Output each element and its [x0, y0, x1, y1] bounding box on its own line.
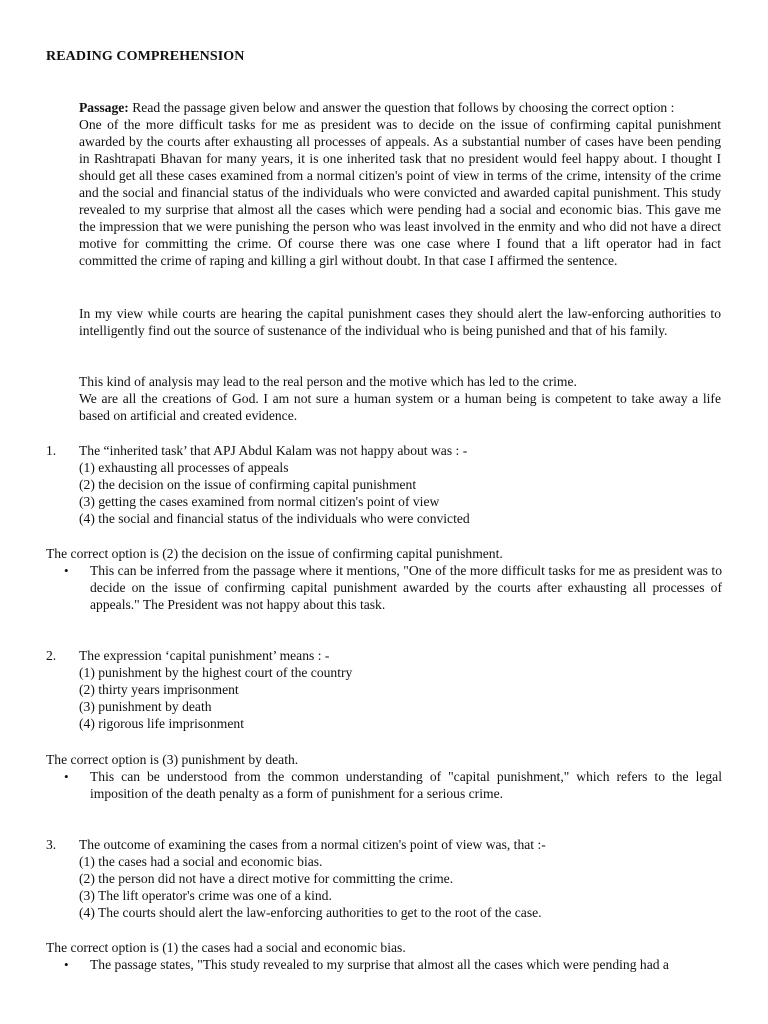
- option-3: (3) getting the cases examined from normal citizen's point of view: [79, 494, 440, 509]
- question-text: The expression ‘capital punishment’ means : -: [79, 648, 330, 663]
- question-number: 2.: [46, 648, 57, 663]
- question-text: The outcome of examining the cases from a normal citizen's point of view was, that :-: [79, 837, 546, 852]
- question-body: [79, 442, 724, 527]
- option-2: (2) the person did not have a direct motive for committing the crime.: [79, 871, 454, 886]
- page-title: READING COMPREHENSION: [46, 49, 245, 64]
- option-1: (1) the cases had a social and economic bias.: [79, 854, 323, 869]
- option-2: (2) thirty years imprisonment: [79, 682, 239, 697]
- passage: [79, 99, 721, 269]
- passage-label: Passage:: [79, 100, 129, 115]
- bullet-icon: •: [64, 563, 69, 578]
- question-number: 1.: [46, 443, 57, 458]
- option-2: (2) the decision on the issue of confirming capital punishment: [79, 477, 417, 492]
- explanation-text: This can be understood from the common understanding of "capital punishment," which refers to the legal imposition of the death penalty as a form of punishment for a serious crime.: [90, 769, 722, 801]
- passage-paragraph-3: [79, 373, 721, 424]
- question-body: [79, 836, 724, 921]
- option-1: (1) punishment by the highest court of the country: [79, 665, 353, 680]
- bullet-icon: •: [64, 769, 69, 784]
- passage-paragraph-1: One of the more difficult tasks for me as president was to decide on the issue of confirming capital punishment awarded by the courts after exhausting all processes of appeals. As a substantial number of cases have been pending in Rashtrapati Bhavan for many years, it is one inherited task that no president would feel happy about. I thought I should get all these cases examined from a normal citizen's point of view in terms of the crime, intensity of the crime and the social and financial status of the individuals who were convicted and awarded capital punishment. This study revealed to my surprise that almost all the cases which were pending had a social and economic bias. This gave me the impression that we were punishing the person who was least involved in the enmity and who did not have a direct motive for committing the crime. Of course there was one case where I found that a lift operator had in fact committed the crime of raping and killing a girl without doubt. In that case I affirmed the sentence.: [79, 117, 721, 268]
- question-text: The “inherited task’ that APJ Abdul Kalam was not happy about was : -: [79, 443, 468, 458]
- option-4: (4) The courts should alert the law-enforcing authorities to get to the root of the case.: [79, 905, 542, 920]
- option-4: (4) rigorous life imprisonment: [79, 716, 244, 731]
- option-3: (3) punishment by death: [79, 699, 212, 714]
- option-4: (4) the social and financial status of the individuals who were convicted: [79, 511, 470, 526]
- passage-paragraph-3a: This kind of analysis may lead to the real person and the motive which has led to the crime.: [79, 374, 577, 389]
- answer-3: The correct option is (1) the cases had a social and economic bias.: [46, 940, 406, 955]
- explanation-text: This can be inferred from the passage where it mentions, "One of the more difficult tasks for me as president was to decide on the issue of confirming capital punishment awarded by the courts after exhausting all processes of appeals." The President was not happy about this task.: [90, 563, 722, 612]
- passage-instructions: Read the passage given below and answer the question that follows by choosing the correct option :: [128, 100, 675, 115]
- passage-intro: [79, 99, 721, 116]
- bullet-icon: •: [64, 957, 69, 972]
- option-3: (3) The lift operator's crime was one of a kind.: [79, 888, 332, 903]
- option-1: (1) exhausting all processes of appeals: [79, 460, 289, 475]
- passage-paragraph-3b: We are all the creations of God. I am not sure a human system or a human being is competent to take away a life based on artificial and created evidence.: [79, 391, 721, 423]
- question-body: [79, 647, 724, 732]
- question-number: 3.: [46, 837, 57, 852]
- explanation-text: The passage states, "This study revealed to my surprise that almost all the cases which were pending had a: [90, 957, 669, 972]
- passage-paragraph-2: In my view while courts are hearing the capital punishment cases they should alert the law-enforcing authorities to intelligently find out the source of sustenance of the individual who is being punished and that of his family.: [79, 306, 721, 338]
- answer-2: The correct option is (3) punishment by death.: [46, 752, 299, 767]
- answer-1: The correct option is (2) the decision on the issue of confirming capital punishment.: [46, 546, 503, 561]
